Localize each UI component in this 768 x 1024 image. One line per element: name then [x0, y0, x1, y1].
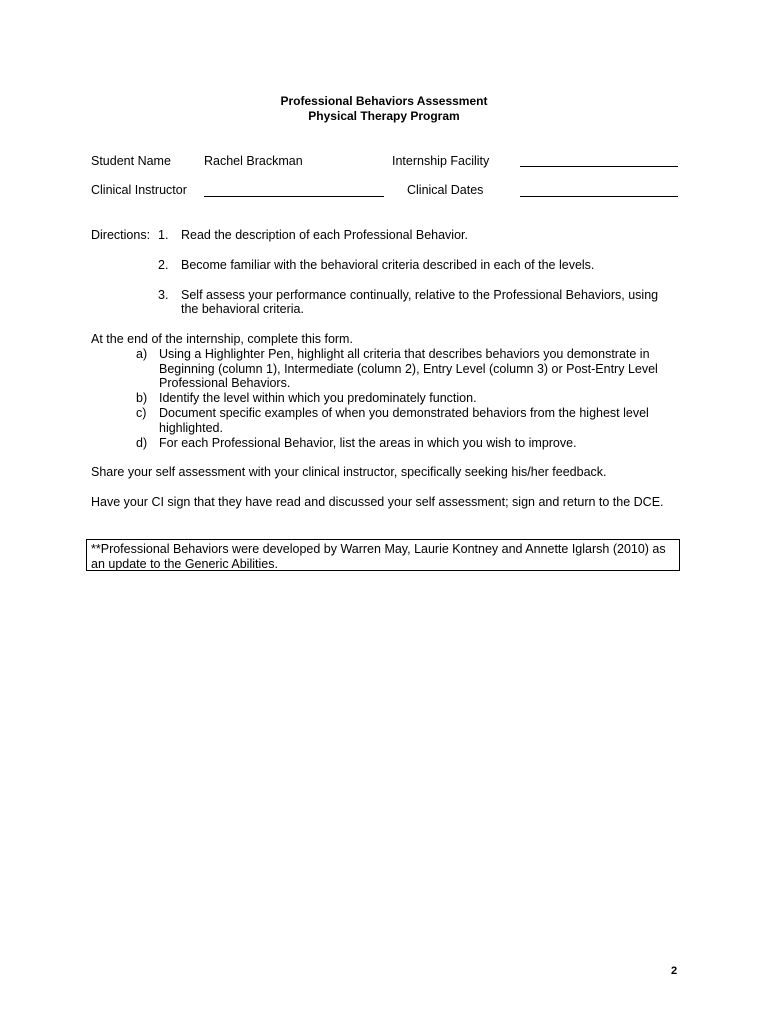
attribution-note-line: **Professional Behaviors were developed by Warren May, Laurie Kontney and Annette Iglarsh (2010) as: [91, 542, 666, 556]
list-item-text: Beginning (column 1), Intermediate (column 2), Entry Level (column 3) or Post-Entry Level: [159, 362, 658, 376]
list-item-letter: c): [136, 406, 147, 420]
list-item-letter: a): [136, 347, 148, 361]
direction-step-text: Read the description of each Professional Behavior.: [181, 228, 468, 242]
clinical-instructor-label: Clinical Instructor: [91, 183, 187, 197]
internship-facility-label: Internship Facility: [392, 154, 490, 168]
clinical-instructor-field[interactable]: [204, 196, 384, 197]
directions-label: Directions:: [91, 228, 151, 242]
internship-facility-field[interactable]: [520, 166, 678, 167]
end-of-internship-intro: At the end of the internship, complete this form.: [91, 332, 353, 346]
sign-paragraph: Have your CI sign that they have read and discussed your self assessment; sign and return to the DCE.: [91, 495, 664, 509]
direction-step-number: 1.: [158, 228, 169, 242]
direction-step-text-continued: the behavioral criteria.: [181, 302, 304, 316]
clinical-dates-label: Clinical Dates: [407, 183, 484, 197]
student-name-label: Student Name: [91, 154, 171, 168]
list-item-text: Identify the level within which you predominately function.: [159, 391, 477, 405]
direction-step-number: 3.: [158, 288, 169, 302]
attribution-note-line: an update to the Generic Abilities.: [91, 557, 278, 571]
document-subtitle: Physical Therapy Program: [308, 109, 460, 123]
clinical-dates-field[interactable]: [520, 196, 678, 197]
list-item-text: highlighted.: [159, 421, 223, 435]
list-item-text: For each Professional Behavior, list the areas in which you wish to improve.: [159, 436, 577, 450]
student-name-value: Rachel Brackman: [204, 154, 303, 168]
list-item-letter: d): [136, 436, 148, 450]
list-item-text: Document specific examples of when you demonstrated behaviors from the highest level: [159, 406, 649, 420]
list-item-text: Professional Behaviors.: [159, 376, 291, 390]
page-number: 2: [671, 965, 678, 977]
direction-step-text: Become familiar with the behavioral criteria described in each of the levels.: [181, 258, 595, 272]
attribution-note-box: [86, 539, 680, 571]
direction-step-text: Self assess your performance continually, relative to the Professional Behaviors, using: [181, 288, 659, 302]
list-item-text: Using a Highlighter Pen, highlight all criteria that describes behaviors you demonstrate in: [159, 347, 650, 361]
direction-step-number: 2.: [158, 258, 169, 272]
share-paragraph: Share your self assessment with your clinical instructor, specifically seeking his/her feedback.: [91, 465, 607, 479]
list-item-letter: b): [136, 391, 148, 405]
document-title: Professional Behaviors Assessment: [280, 94, 488, 108]
